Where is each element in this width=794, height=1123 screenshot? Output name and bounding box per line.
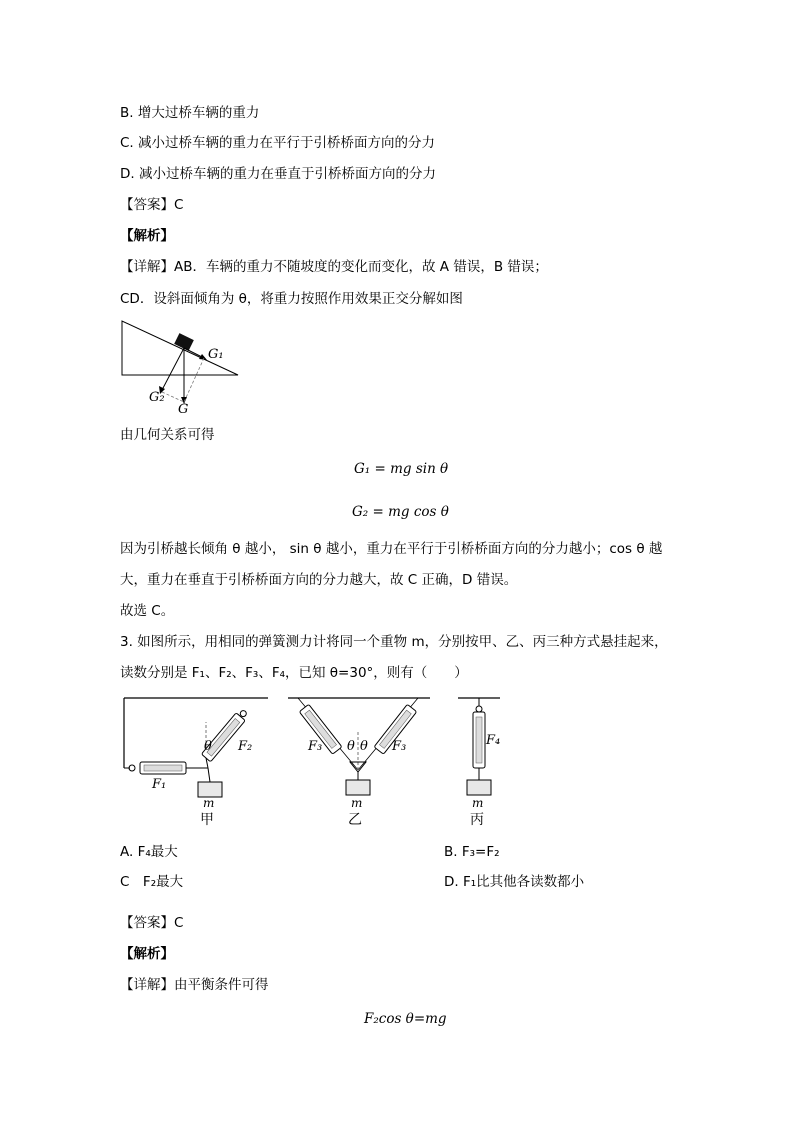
setup-bing	[458, 698, 500, 828]
spring-scale-diagram	[118, 692, 508, 830]
weight-jia	[198, 782, 222, 797]
option-3a: A. F₄最大	[120, 844, 178, 860]
formula-g2: G₂ = mg cos θ	[352, 504, 449, 520]
mass-label-bing: m	[472, 796, 484, 810]
mass-label-yi: m	[351, 796, 363, 810]
formula-g1: G₁ = mg sin θ	[354, 461, 449, 477]
theta-jia: θ	[204, 739, 212, 754]
label-f3-left: F₃	[308, 739, 323, 754]
mass-label-jia: m	[203, 796, 215, 810]
label-f1: F₁	[152, 777, 167, 792]
detail-ab: 【详解】AB．车辆的重力不随坡度的变化而变化，故 A 错误，B 错误；	[120, 259, 548, 275]
weight-bing	[467, 780, 491, 795]
setup-yi	[288, 698, 430, 828]
option-3b: B. F₃=F₂	[444, 844, 500, 860]
because-line-2: 大，重力在垂直于引桥桥面方向的分力越大，故 C 正确，D 错误。	[120, 572, 518, 588]
answer-label-2: 【答案】C	[120, 915, 184, 931]
label-f2: F₂	[238, 739, 253, 754]
option-c: C. 减小过桥车辆的重力在平行于引桥桥面方向的分力	[120, 135, 436, 151]
question3-line-1: 3. 如图所示，用相同的弹簧测力计将同一个重物 m，分别按甲、乙、丙三种方式悬挂起来，	[120, 634, 668, 650]
spring-scale-f1	[140, 762, 186, 774]
label-g: G	[178, 402, 189, 416]
because-line-1: 因为引桥越长倾角 θ 越小， sin θ 越小，重力在平行于引桥桥面方向的分力越小；cos θ 越	[120, 541, 663, 557]
option-3d: D. F₁比其他各读数都小	[444, 874, 585, 890]
label-f3-right: F₃	[392, 739, 407, 754]
option-3c: C F₂最大	[120, 874, 184, 890]
detail-cd: CD．设斜面倾角为 θ，将重力按照作用效果正交分解如图	[120, 291, 463, 307]
question3-line-2: 读数分别是 F₁、F₂、F₃、F₄，已知 θ=30°，则有（ ）	[120, 665, 468, 681]
answer-label-1: 【答案】C	[120, 197, 184, 213]
option-d: D. 减小过桥车辆的重力在垂直于引桥桥面方向的分力	[120, 166, 436, 182]
theta-yi-right: θ	[360, 739, 368, 754]
analysis-label-2: 【解析】	[120, 946, 174, 962]
incline-force-diagram	[118, 318, 248, 416]
setup-jia	[124, 698, 268, 828]
formula-f2: F₂cos θ=mg	[364, 1011, 447, 1027]
spring-scale-f4	[473, 712, 485, 768]
label-f4: F₄	[486, 733, 501, 748]
label-g1: G₁	[208, 347, 224, 362]
label-g2: G₂	[149, 390, 165, 405]
theta-yi-left: θ	[347, 739, 355, 754]
analysis-label-1: 【解析】	[120, 228, 174, 244]
caption-bing: 丙	[470, 812, 484, 828]
option-b: B. 增大过桥车辆的重力	[120, 105, 260, 121]
geometry-text: 由几何关系可得	[120, 427, 215, 443]
choose-c: 故选 C。	[120, 603, 175, 619]
weight-yi	[346, 780, 370, 795]
detail-equilibrium: 【详解】由平衡条件可得	[120, 977, 269, 993]
caption-jia: 甲	[200, 812, 214, 828]
caption-yi: 乙	[348, 812, 362, 828]
